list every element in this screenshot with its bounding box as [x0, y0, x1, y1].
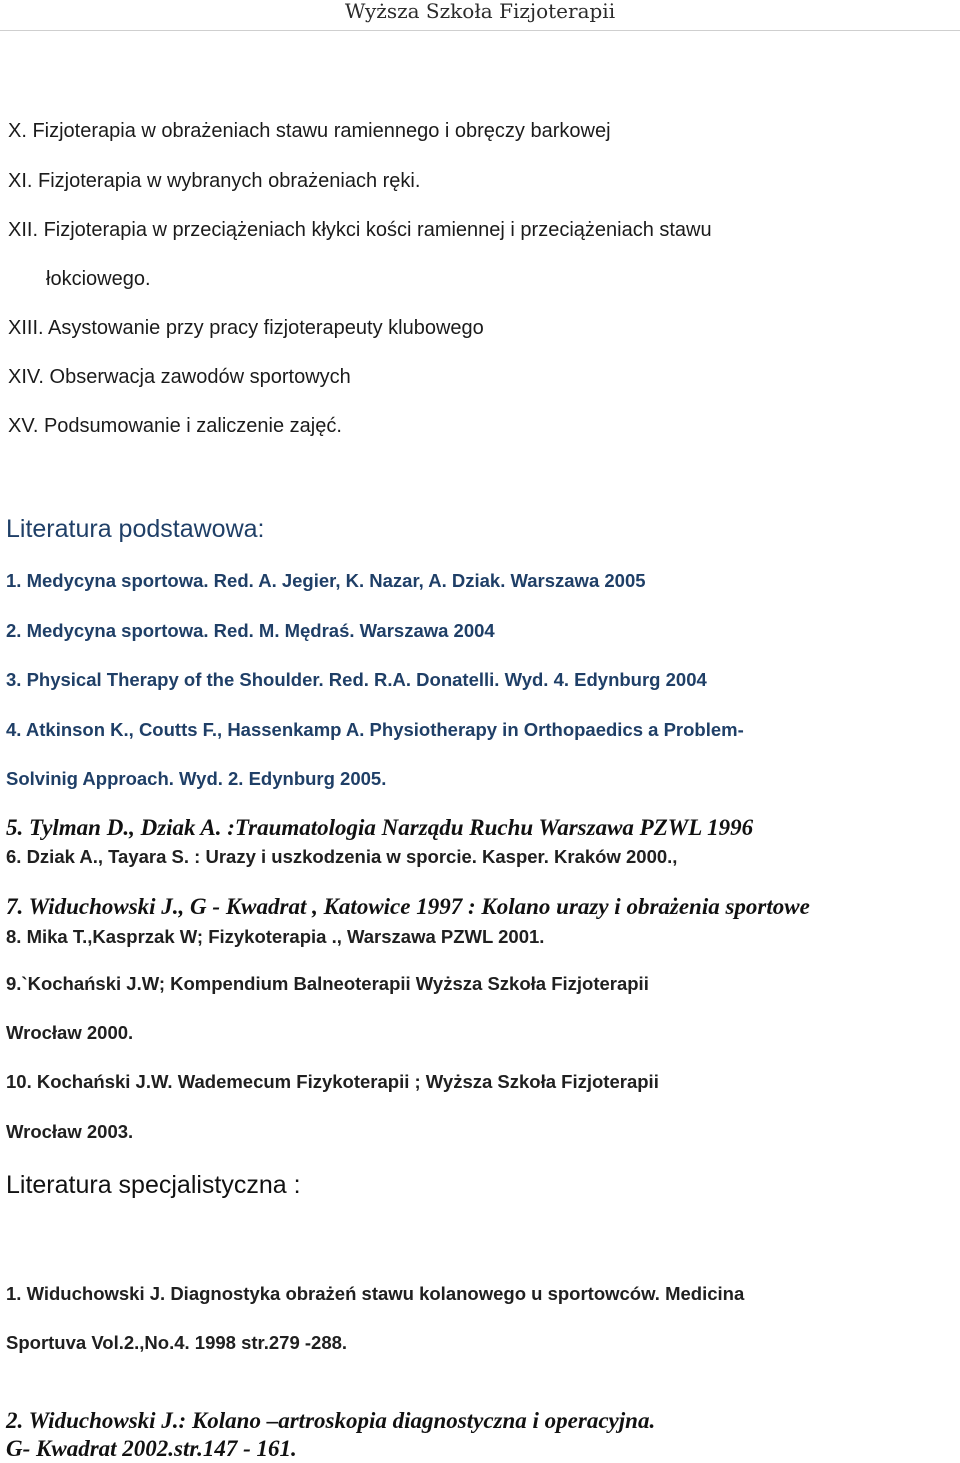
lit-podst-item-1: 1. Medycyna sportowa. Red. A. Jegier, K. Nazar, A. Dziak. Warszawa 2005: [6, 570, 646, 591]
topic-xiii: XIII. Asystowanie przy pracy fizjoterapeuty klubowego: [8, 317, 484, 339]
topic-xv: XV. Podsumowanie i zaliczenie zajęć.: [8, 415, 342, 437]
topic-xi: XI. Fizjoterapia w wybranych obrażeniach ręki.: [8, 170, 421, 192]
topic-x: X. Fizjoterapia w obrażeniach stawu ramiennego i obręczy barkowej: [8, 120, 611, 142]
lit-podst-item-4-continued: Solvinig Approach. Wyd. 2. Edynburg 2005.: [6, 768, 387, 789]
literatura-specjalistyczna-heading: Literatura specjalistyczna :: [6, 1171, 301, 1199]
lit-podst-item-3: 3. Physical Therapy of the Shoulder. Red. R.A. Donatelli. Wyd. 4. Edynburg 2004: [6, 669, 707, 690]
lit-podst-item-2: 2. Medycyna sportowa. Red. M. Mędraś. Warszawa 2004: [6, 620, 495, 641]
header-divider: [0, 30, 960, 31]
topic-xii: XII. Fizjoterapia w przeciążeniach kłykci kości ramiennej i przeciążeniach stawu: [8, 219, 712, 241]
literatura-podstawowa-heading: Literatura podstawowa:: [6, 515, 265, 543]
lit-podst-item-6: 6. Dziak A., Tayara S. : Urazy i uszkodzenia w sporcie. Kasper. Kraków 2000.,: [6, 846, 678, 867]
lit-podst-item-8: 8. Mika T.,Kasprzak W; Fizykoterapia ., Warszawa PZWL 2001.: [6, 926, 545, 947]
lit-podst-item-7: 7. Widuchowski J., G - Kwadrat , Katowice 1997 : Kolano urazy i obrażenia sportowe: [6, 894, 810, 919]
topic-xii-continued: łokciowego.: [46, 268, 151, 290]
page-header-title: Wyższa Szkoła Fizjoterapii: [344, 0, 616, 23]
lit-podst-item-9: 9.`Kochański J.W; Kompendium Balneoterapii Wyższa Szkoła Fizjoterapii: [6, 973, 649, 994]
lit-spec-item-1: 1. Widuchowski J. Diagnostyka obrażeń stawu kolanowego u sportowców. Medicina: [6, 1283, 745, 1304]
lit-spec-item-1-continued: Sportuva Vol.2.,No.4. 1998 str.279 -288.: [6, 1332, 348, 1353]
lit-spec-item-2: 2. Widuchowski J.: Kolano –artroskopia diagnostyczna i operacyjna.: [6, 1408, 656, 1433]
topic-xiv: XIV. Obserwacja zawodów sportowych: [8, 366, 351, 388]
lit-podst-item-4: 4. Atkinson K., Coutts F., Hassenkamp A. Physiotherapy in Orthopaedics a Problem-: [6, 719, 744, 740]
lit-spec-item-2-continued: G- Kwadrat 2002.str.147 - 161.: [6, 1436, 297, 1461]
lit-podst-item-9-continued: Wrocław 2000.: [6, 1022, 134, 1043]
lit-podst-item-10: 10. Kochański J.W. Wademecum Fizykoterapii ; Wyższa Szkoła Fizjoterapii: [6, 1071, 659, 1092]
lit-podst-item-10-continued: Wrocław 2003.: [6, 1121, 134, 1142]
lit-podst-item-5: 5. Tylman D., Dziak A. :Traumatologia Narządu Ruchu Warszawa PZWL 1996: [6, 815, 754, 840]
